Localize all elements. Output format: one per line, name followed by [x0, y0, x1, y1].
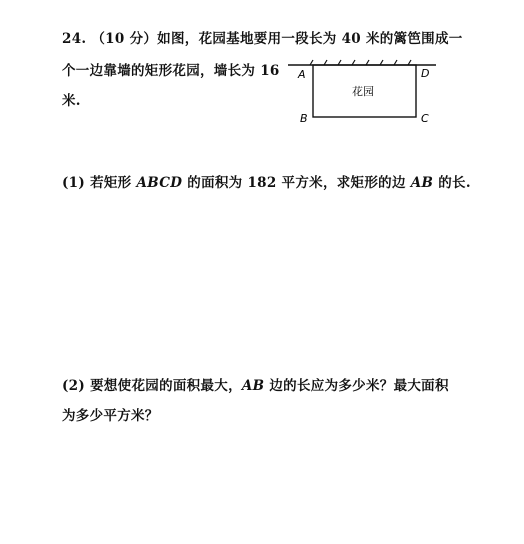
part2-side-name: AB [241, 378, 265, 394]
problem-statement-line-2: 个一边靠墙的矩形花园，墙长为 16 [62, 63, 280, 79]
question-part-2-line-2: 为多少平方米？ [62, 408, 159, 424]
question-part-1 [62, 171, 471, 191]
garden-label: 花园 [352, 85, 374, 98]
vertex-label-d: D [421, 67, 430, 80]
problem-statement-line-1: 24. （10 分）如图，花园基地要用一段长为 40 米的篱笆围成一 [62, 31, 463, 47]
part1-side-name: AB [410, 175, 434, 191]
part1-suffix: 的长. [433, 175, 471, 191]
part2-prefix: (2) 要想使花园的面积最大， [62, 378, 242, 394]
problem-statement-line-3: 米. [62, 93, 81, 109]
vertex-label-a: A [298, 68, 306, 81]
question-part-2-line-1 [62, 374, 449, 394]
part1-prefix: (1) 若矩形 [62, 175, 137, 191]
garden-figure [288, 56, 438, 128]
vertex-label-b: B [300, 112, 308, 125]
vertex-label-c: C [421, 112, 429, 125]
part1-rect-name: ABCD [136, 175, 183, 191]
part2-suffix: 边的长应为多少米？最大面积 [264, 378, 449, 394]
part1-middle: 的面积为 182 平方米，求矩形的边 [182, 175, 411, 191]
